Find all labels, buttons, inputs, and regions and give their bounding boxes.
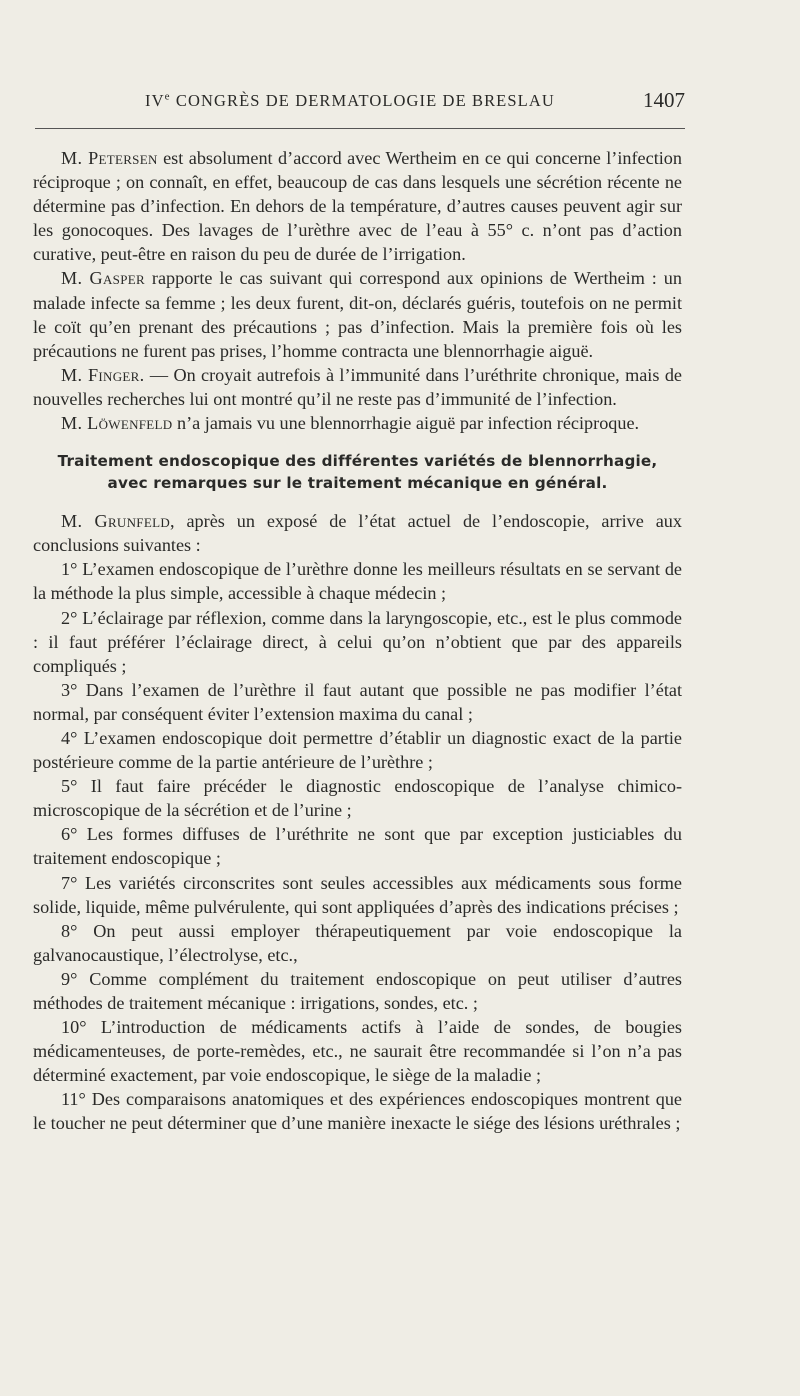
section-heading-line-1: Traitement endoscopique des différentes variétés de blennorrhagie, — [57, 452, 658, 471]
discussion-paragraphs — [33, 146, 682, 435]
paragraph — [33, 411, 682, 435]
speaker-name: M. Finger. — [61, 364, 145, 385]
paragraph-text: — On croyait autrefois à l’immunité dans l’uréthrite chronique, mais de nouvelles recherches lui ont montré qu’il ne reste pas d’immunité de l’infection. — [33, 364, 682, 409]
paragraph-text: 2° L’éclairage par réflexion, comme dans la laryngoscopie, etc., est le plus commode : il faut préférer l’éclairage direct, à celui qu’on n’obtient que par des appareils compliqués ; — [33, 607, 682, 676]
paragraph-text: 6° Les formes diffuses de l’uréthrite ne sont que par exception justiciables du traitement endoscopique ; — [33, 824, 682, 869]
running-title-superscript: e — [164, 90, 171, 103]
paragraph — [33, 726, 682, 774]
paragraph — [33, 919, 682, 967]
paragraph — [33, 606, 682, 678]
paragraph-text: , après un exposé de l’état actuel de l’endoscopie, arrive aux conclusions suivantes : — [33, 511, 682, 556]
paragraph-text: n’a jamais vu une blennorrhagie aiguë par infection réciproque. — [172, 413, 640, 434]
page-number: 1407 — [643, 88, 685, 112]
speaker-name: M. Grunfeld — [61, 511, 171, 532]
paragraph-text: 3° Dans l’examen de l’urèthre il faut autant que possible ne pas modifier l’état normal, par conséquent éviter l’extension maxima du canal ; — [33, 679, 682, 724]
paragraph — [33, 557, 682, 605]
paragraph-text: 5° Il faut faire précéder le diagnostic endoscopique de l’analyse chimico-microscopique de la sécrétion et de l’urine ; — [33, 776, 682, 821]
paragraph-text: rapporte le cas suivant qui correspond aux opinions de Wertheim : un malade infecte sa femme ; les deux furent, dit-on, déclarés guéris, toutefois on ne permit le coït qu’en prenant des précautions ; pas d’infection. Mais la première fois où les précautions ne furent pas prises, l’homme contracta une blennorrhagie aiguë. — [33, 268, 682, 361]
running-title — [145, 91, 555, 111]
paragraph-text: est absolument d’accord avec Wertheim en ce qui concerne l’infection réciproque ; on connaît, en effet, beaucoup de cas dans lesquels une sécrétion récente ne détermine pas d’infection. En dehors de la température, d’autres causes peuvent agir sur les gonocoques. Des lavages de l’urèthre avec de l’eau à 55° c. n’ont pas d’action curative, peut-être en raison du peu de durée de l’irrigation. — [33, 148, 682, 265]
section-heading-line-2: avec remarques sur le traitement mécanique en général. — [107, 474, 608, 493]
paragraph — [33, 822, 682, 870]
paragraph-text: 4° L’examen endoscopique doit permettre d’établir un diagnostic exact de la partie postérieure comme de la partie antérieure de l’urèthre ; — [33, 727, 682, 773]
paragraph — [33, 967, 682, 1015]
conclusions-paragraphs — [33, 509, 682, 1135]
paragraph — [33, 871, 682, 919]
running-title-roman: IV — [145, 91, 165, 110]
paragraph-text: 10° L’introduction de médicaments actifs à l’aide de sondes, de bougies médicamenteuses, de porte-remèdes, etc., ne saurait être recommandée si l’on n’a pas déterminé exactement, par voie endoscopique, le siège de la maladie ; — [33, 1017, 682, 1086]
paragraph — [33, 774, 682, 822]
speaker-name: M. Gasper — [61, 268, 145, 289]
paragraph-text: 8° On peut aussi employer thérapeutiquement par voie endoscopique la galvanocaustique, l’électrolyse, etc., — [33, 920, 682, 965]
paragraph-text: 7° Les variétés circonscrites sont seules accessibles aux médicaments sous forme solide, liquide, même pulvérulente, qui sont appliquées d’après des indications précises ; — [33, 872, 682, 917]
body-text — [33, 146, 682, 1136]
paragraph — [33, 146, 682, 266]
paragraph — [33, 1087, 682, 1135]
section-heading — [33, 450, 682, 494]
speaker-name: M. Petersen — [61, 148, 158, 168]
speaker-name: M. Löwenfeld — [61, 413, 173, 434]
paragraph — [33, 266, 682, 362]
running-head — [35, 88, 685, 118]
paragraph-text: 11° Des comparaisons anatomiques et des expériences endoscopiques montrent que le toucher ne peut déterminer que d’une manière inexacte le siége des lésions uréthrales ; — [33, 1089, 682, 1134]
paragraph — [33, 1015, 682, 1087]
paragraph — [33, 678, 682, 726]
paragraph — [33, 363, 682, 411]
header-rule — [35, 128, 685, 129]
paragraph-text: 1° L’examen endoscopique de l’urèthre donne les meilleurs résultats en se servant de la méthode la plus simple, accessible à chaque médecin ; — [33, 559, 682, 604]
paragraph-text: 9° Comme complément du traitement endoscopique on peut utiliser d’autres méthodes de traitement mécanique : irrigations, sondes, etc. ; — [33, 968, 682, 1013]
paragraph — [33, 509, 682, 557]
running-title-text: CONGRÈS DE DERMATOLOGIE DE BRESLAU — [170, 91, 555, 110]
